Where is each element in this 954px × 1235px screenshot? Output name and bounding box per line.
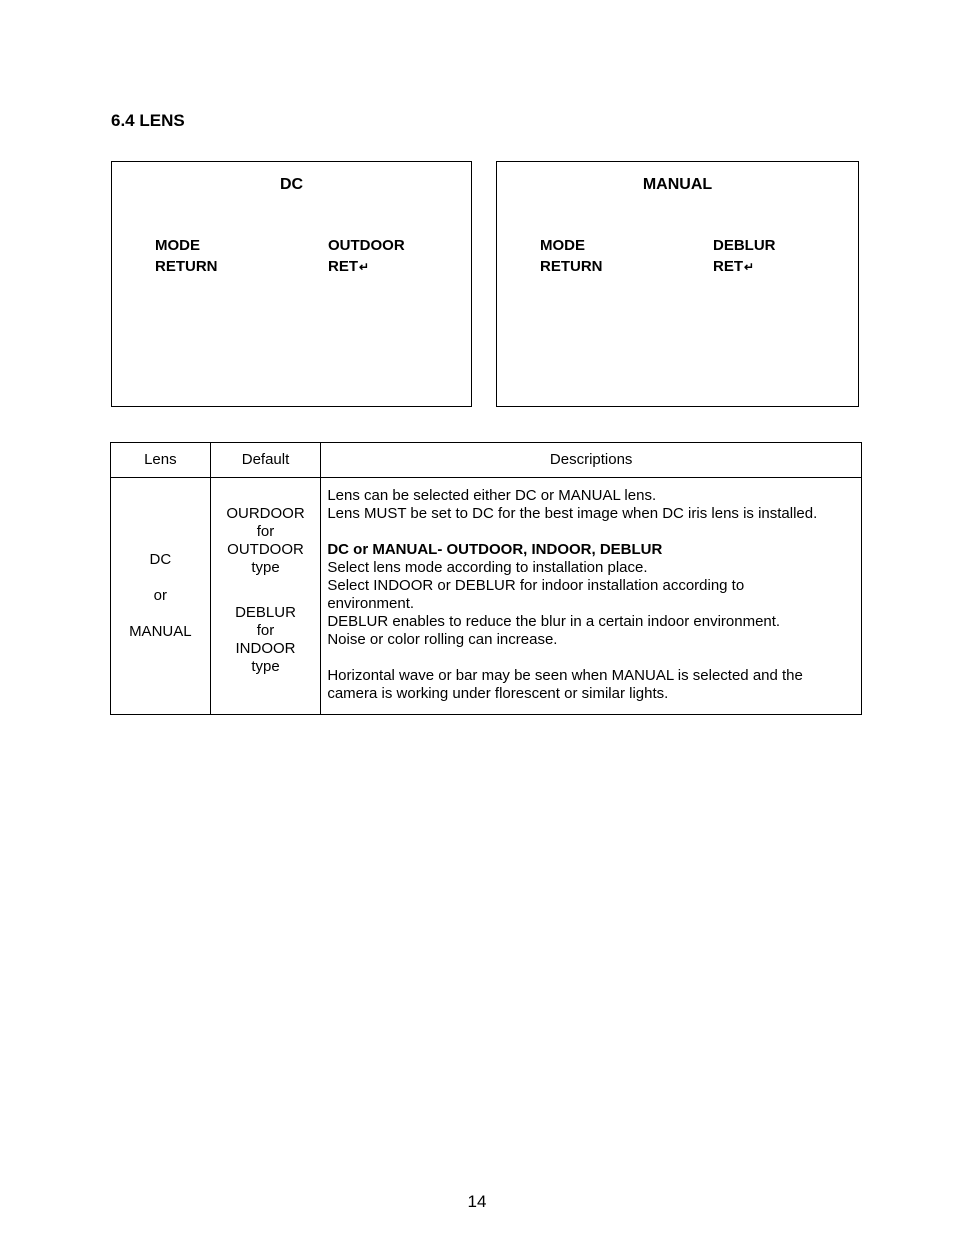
description-line: camera is working under florescent or similar lights. [327, 685, 669, 702]
manual-mode-row [497, 235, 858, 256]
dc-return-label: RETURN [155, 258, 218, 275]
default-outdoor-line-3: OUTDOOR [227, 541, 304, 558]
description-line: Noise or color rolling can increase. [327, 631, 558, 648]
manual-return-text: RET [713, 258, 743, 275]
lens-option-or: or [153, 587, 167, 604]
dc-return-value [328, 256, 369, 278]
manual-mode-label: MODE [540, 237, 585, 254]
lens-settings-table [110, 442, 862, 715]
header-default: Default [210, 443, 321, 478]
manual-return-label: RETURN [540, 258, 603, 275]
description-line: Select lens mode according to installation place. [327, 559, 648, 576]
default-cell [210, 478, 321, 715]
default-indoor-line-2: for [256, 622, 275, 639]
description-line: environment. [327, 595, 415, 612]
default-outdoor-line-4: type [251, 559, 280, 576]
default-indoor-line-4: type [251, 658, 280, 675]
description-line: Select INDOOR or DEBLUR for indoor installation according to [327, 577, 745, 594]
manual-menu-box [496, 161, 859, 407]
manual-return-value [713, 256, 754, 278]
description-line: Horizontal wave or bar may be seen when MANUAL is selected and the [327, 667, 803, 684]
default-indoor-line-1: DEBLUR [235, 604, 296, 621]
header-descriptions: Descriptions [321, 443, 862, 478]
dc-mode-row [112, 235, 471, 256]
description-line: Lens MUST be set to DC for the best image when DC iris lens is installed. [327, 505, 818, 522]
description-line: Lens can be selected either DC or MANUAL lens. [327, 487, 657, 504]
dc-return-text: RET [328, 258, 358, 275]
return-arrow-icon: ↵ [744, 260, 755, 274]
page-number: 14 [467, 1192, 487, 1211]
manual-menu-title: MANUAL [642, 176, 713, 193]
dc-mode-value: OUTDOOR [328, 237, 405, 254]
default-outdoor-line-2: for [256, 523, 275, 540]
dc-menu-title: DC [279, 176, 304, 193]
header-lens: Lens [111, 443, 211, 478]
section-title: 6.4 LENS [111, 111, 185, 130]
default-indoor-line-3: INDOOR [235, 640, 296, 657]
manual-return-row [497, 256, 858, 277]
description-heading: DC or MANUAL- OUTDOOR, INDOOR, DEBLUR [327, 541, 663, 558]
lens-option-manual: MANUAL [129, 623, 192, 640]
dc-mode-label: MODE [155, 237, 200, 254]
description-line: DEBLUR enables to reduce the blur in a certain indoor environment. [327, 613, 781, 630]
description-cell [321, 478, 862, 715]
lens-option-dc: DC [149, 551, 172, 568]
default-outdoor-line-1: OURDOOR [226, 505, 305, 522]
dc-return-row [112, 256, 471, 277]
manual-mode-value: DEBLUR [713, 237, 776, 254]
return-arrow-icon: ↵ [359, 260, 370, 274]
table-row [111, 478, 862, 715]
table-header-row [111, 443, 862, 478]
lens-cell [111, 478, 211, 715]
dc-menu-box [111, 161, 472, 407]
